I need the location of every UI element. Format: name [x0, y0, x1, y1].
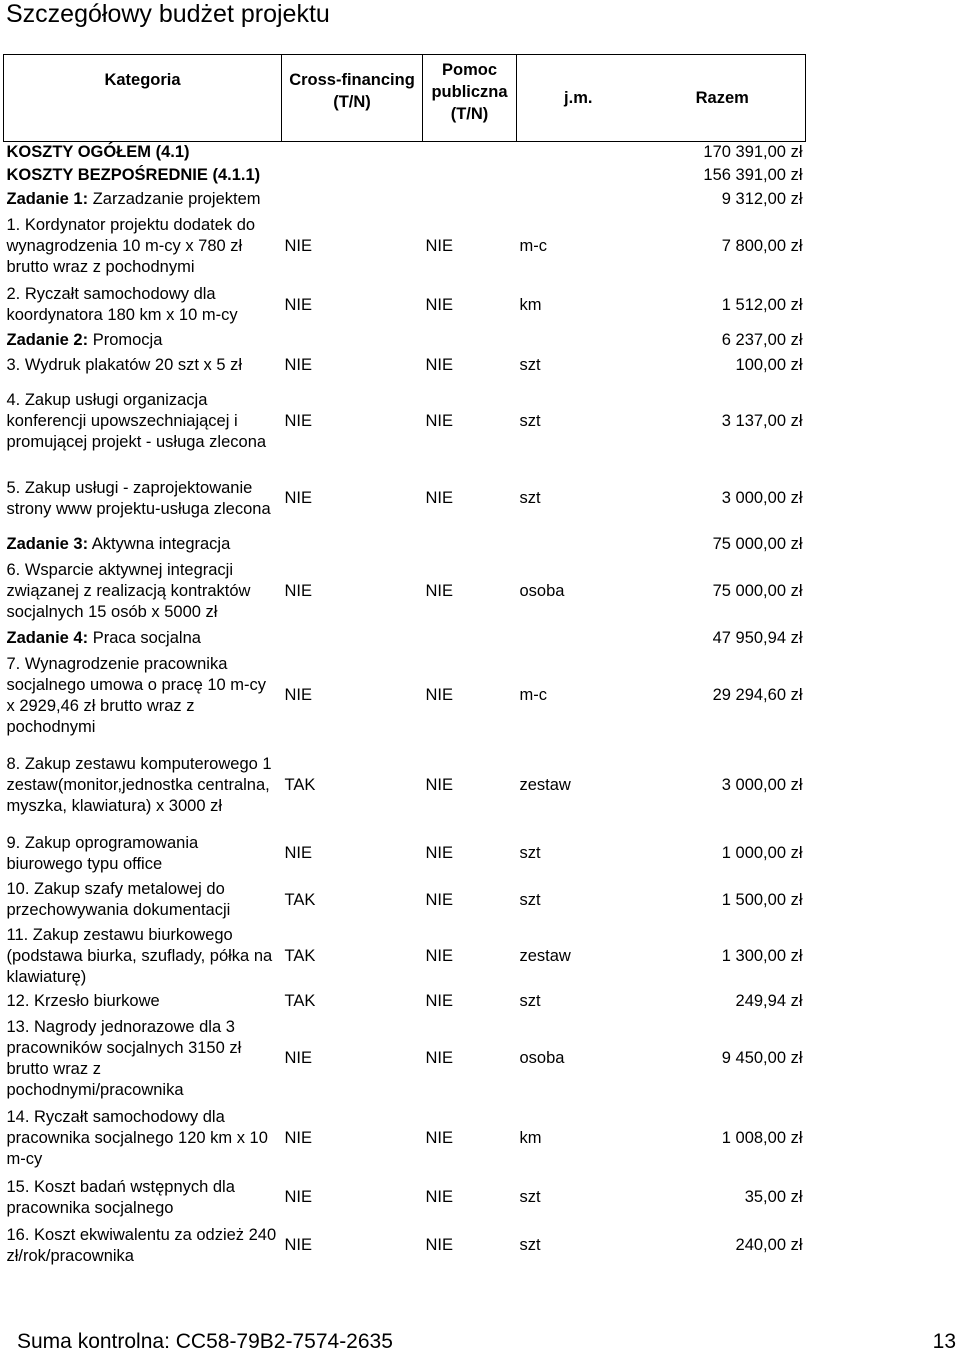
row-pomoc-publiczna: NIE [425, 411, 454, 430]
row-pomoc-publiczna: NIE [425, 776, 454, 794]
row-category-text: 16. Koszt ekwiwalentu za odzież 240 zł/rok/pracownika [6, 1225, 277, 1265]
row-amount: 249,94 zł [735, 992, 803, 1010]
row-cross-financing: TAK [284, 992, 316, 1010]
row-amount: 1 500,00 zł [721, 890, 803, 909]
row-cross-financing [282, 164, 423, 188]
row-category [4, 831, 282, 877]
budget-item-row [4, 378, 806, 465]
row-category [4, 1222, 282, 1270]
row-category-text: 1. Kordynator projektu dodatek do wynagrodzenia 10 m-cy x 780 zł brutto wraz z pochodnymi [6, 216, 256, 276]
row-cross-financing: NIE [284, 1236, 313, 1254]
row-category [4, 877, 282, 924]
budget-item-row [4, 1014, 806, 1104]
row-category-text: Promocja [88, 331, 163, 349]
row-category [4, 1014, 282, 1104]
row-amount: 29 294,60 zł [712, 686, 803, 704]
row-pomoc-publiczna: NIE [425, 1236, 454, 1254]
row-category-prefix: Zadanie 4: [6, 629, 89, 647]
row-category-prefix: KOSZTY BEZPOŚREDNIE (4.1.1) [6, 166, 261, 184]
row-amount: 1 512,00 zł [721, 295, 803, 314]
row-pomoc-publiczna [423, 627, 517, 651]
row-category-text: 2. Ryczałt samochodowy dla koordynatora 180 km x 10 m-cy [6, 285, 238, 324]
row-category [4, 329, 282, 353]
row-category-prefix: Zadanie 1: [6, 190, 89, 208]
row-jm: m-c [519, 237, 547, 255]
row-jm: zestaw [519, 776, 571, 794]
row-category [4, 142, 282, 164]
page-title: Szczegółowy budżet projektu [6, 0, 330, 28]
row-amount: 3 137,00 zł [721, 411, 803, 430]
row-amount: 1 008,00 zł [721, 1129, 803, 1147]
row-jm: szt [519, 1236, 541, 1254]
row-cross-financing: NIE [284, 1188, 313, 1206]
row-category-text: 9. Zakup oprogramowania biurowego typu office [6, 833, 199, 873]
row-amount: 47 950,94 zł [712, 629, 803, 647]
row-category-text: Praca socjalna [88, 629, 201, 647]
budget-item-row [4, 990, 806, 1014]
header-cross-financing-line2: (T/N) [333, 93, 371, 111]
row-cross-financing: TAK [284, 776, 316, 794]
row-category [4, 1174, 282, 1222]
row-category-text: 6. Wsparcie aktywnej integracji związanej z realizacją kontraktów socjalnych 15 osób x 5000 zł [6, 561, 251, 621]
row-category-text: Zarzadzanie projektem [88, 190, 261, 208]
row-pomoc-publiczna: NIE [425, 355, 454, 374]
row-amount: 35,00 zł [744, 1188, 803, 1206]
budget-item-row [4, 877, 806, 924]
budget-item-row [4, 212, 806, 282]
header-jm [517, 55, 640, 142]
header-pomoc-line2: publiczna [431, 83, 508, 101]
task-row [4, 627, 806, 651]
row-cross-financing [282, 627, 423, 651]
row-pomoc-publiczna: NIE [425, 947, 454, 965]
row-category [4, 378, 282, 465]
budget-item-row [4, 651, 806, 741]
row-jm: osoba [519, 582, 565, 600]
row-amount: 6 237,00 zł [721, 331, 803, 349]
header-razem [640, 55, 806, 142]
budget-item-row [4, 1104, 806, 1174]
row-amount: 1 300,00 zł [721, 947, 803, 965]
row-category-text: 5. Zakup usługi - zaprojektowanie strony www projektu-usługa zlecona [6, 478, 271, 518]
row-pomoc-publiczna [423, 188, 517, 212]
row-jm: km [519, 295, 542, 314]
row-amount: 3 000,00 zł [721, 489, 803, 507]
row-jm: szt [519, 411, 541, 430]
budget-item-row [4, 1222, 806, 1270]
row-amount: 156 391,00 zł [703, 166, 803, 184]
row-amount: 9 312,00 zł [721, 190, 803, 208]
row-cross-financing [282, 533, 423, 557]
row-amount: 100,00 zł [735, 355, 803, 374]
row-cross-financing: NIE [284, 411, 313, 430]
row-pomoc-publiczna: NIE [425, 1049, 454, 1067]
row-pomoc-publiczna: NIE [425, 686, 454, 704]
row-category [4, 924, 282, 990]
header-kategoria-label: Kategoria [104, 71, 181, 89]
row-cross-financing: NIE [284, 237, 313, 255]
row-amount: 240,00 zł [735, 1236, 803, 1254]
row-amount: 1 000,00 zł [721, 844, 803, 862]
row-category-text: 12. Krzesło biurkowe [6, 992, 160, 1010]
row-category [4, 164, 282, 188]
row-category-text: 8. Zakup zestawu komputerowego 1 zestaw(monitor,jednostka centralna, myszka, klawiatura) x 3000 zł [6, 755, 272, 815]
row-category-text: Aktywna integracja [88, 535, 231, 553]
budget-item-row [4, 282, 806, 329]
row-cross-financing: NIE [284, 686, 313, 704]
row-cross-financing [282, 188, 423, 212]
row-cross-financing: NIE [284, 1129, 313, 1147]
budget-item-row [4, 1174, 806, 1222]
row-category [4, 188, 282, 212]
row-pomoc-publiczna: NIE [425, 1129, 454, 1147]
row-pomoc-publiczna: NIE [425, 1188, 454, 1206]
header-kategoria [4, 55, 282, 142]
summary-row [4, 164, 806, 188]
row-amount: 75 000,00 zł [712, 582, 803, 600]
row-amount: 75 000,00 zł [712, 535, 803, 553]
row-jm: szt [519, 355, 541, 374]
task-row [4, 188, 806, 212]
row-amount: 170 391,00 zł [703, 143, 803, 162]
row-category [4, 533, 282, 557]
task-row [4, 329, 806, 353]
row-category-text: 3. Wydruk plakatów 20 szt x 5 zł [6, 355, 243, 374]
row-pomoc-publiczna: NIE [425, 890, 454, 909]
budget-item-row [4, 741, 806, 831]
row-amount: 3 000,00 zł [721, 776, 803, 794]
row-jm: osoba [519, 1049, 565, 1067]
row-jm: zestaw [519, 947, 571, 965]
table-header-row [4, 55, 806, 142]
row-category-text: 4. Zakup usługi organizacja konferencji upowszechniającej i promującej projekt - usługa zlecona [6, 390, 267, 451]
row-pomoc-publiczna: NIE [425, 295, 454, 314]
row-category [4, 741, 282, 831]
row-category [4, 651, 282, 741]
row-cross-financing: NIE [284, 489, 313, 507]
row-jm: km [519, 1129, 542, 1147]
row-cross-financing: TAK [284, 947, 316, 965]
row-jm [517, 329, 640, 353]
row-jm: szt [519, 992, 541, 1010]
row-cross-financing: NIE [284, 1049, 313, 1067]
summary-row [4, 142, 806, 164]
row-category [4, 212, 282, 282]
row-cross-financing [282, 142, 423, 164]
row-amount: 7 800,00 zł [721, 237, 803, 255]
budget-item-row [4, 353, 806, 378]
task-row [4, 533, 806, 557]
row-jm: szt [519, 890, 541, 909]
row-jm: m-c [519, 686, 547, 704]
page-number: 13 [932, 1330, 956, 1353]
row-cross-financing: NIE [284, 295, 313, 314]
row-jm: szt [519, 1188, 541, 1206]
row-jm: szt [519, 489, 541, 507]
row-pomoc-publiczna: NIE [425, 844, 454, 862]
row-pomoc-publiczna [423, 164, 517, 188]
row-pomoc-publiczna [423, 329, 517, 353]
budget-item-row [4, 831, 806, 877]
row-jm: szt [519, 844, 541, 862]
checksum-text: Suma kontrolna: CC58-79B2-7574-2635 [17, 1330, 393, 1353]
row-category [4, 557, 282, 627]
header-cross-financing [282, 55, 423, 142]
row-category [4, 282, 282, 329]
budget-table [3, 54, 806, 1270]
row-category [4, 465, 282, 533]
row-pomoc-publiczna: NIE [425, 582, 454, 600]
budget-item-row [4, 465, 806, 533]
row-cross-financing: NIE [284, 355, 313, 374]
row-jm [517, 142, 640, 164]
row-jm [517, 164, 640, 188]
row-pomoc-publiczna [423, 533, 517, 557]
row-jm [517, 533, 640, 557]
row-pomoc-publiczna [423, 142, 517, 164]
row-category-text: 10. Zakup szafy metalowej do przechowywania dokumentacji [6, 880, 231, 919]
row-category [4, 1104, 282, 1174]
row-category [4, 353, 282, 378]
row-cross-financing: TAK [284, 890, 316, 909]
row-category-text: 14. Ryczałt samochodowy dla pracownika socjalnego 120 km x 10 m-cy [6, 1108, 268, 1168]
header-pomoc-line1: Pomoc [441, 61, 497, 79]
row-category-text: 7. Wynagrodzenie pracownika socjalnego umowa o pracę 10 m-cy x 2929,46 zł brutto wraz z pochodnymi [6, 654, 267, 736]
budget-rows [4, 142, 806, 1270]
header-cross-financing-line1: Cross-financing [289, 71, 415, 89]
row-category-text: 15. Koszt badań wstępnych dla pracownika socjalnego [6, 1177, 235, 1217]
budget-item-row [4, 924, 806, 990]
row-cross-financing: NIE [284, 582, 313, 600]
row-jm [517, 627, 640, 651]
row-category-prefix: KOSZTY OGÓŁEM (4.1) [6, 143, 190, 162]
header-jm-label: j.m. [564, 89, 593, 107]
header-razem-label: Razem [695, 89, 749, 107]
row-jm [517, 188, 640, 212]
row-cross-financing: NIE [284, 844, 313, 862]
row-category [4, 627, 282, 651]
row-category-text: 13. Nagrody jednorazowe dla 3 pracowników socjalnych 3150 zł brutto wraz z pochodnymi/pracownika [6, 1017, 242, 1099]
row-category-prefix: Zadanie 2: [6, 331, 89, 349]
header-pomoc-publiczna [423, 55, 517, 142]
header-pomoc-line3: (T/N) [450, 105, 489, 123]
budget-item-row [4, 557, 806, 627]
row-pomoc-publiczna: NIE [425, 237, 454, 255]
row-pomoc-publiczna: NIE [425, 489, 454, 507]
row-category [4, 990, 282, 1014]
row-cross-financing [282, 329, 423, 353]
row-category-text: 11. Zakup zestawu biurkowego (podstawa biurka, szuflady, półka na klawiaturę) [6, 926, 273, 986]
row-category-prefix: Zadanie 3: [6, 535, 89, 553]
row-pomoc-publiczna: NIE [425, 992, 454, 1010]
row-amount: 9 450,00 zł [721, 1049, 803, 1067]
